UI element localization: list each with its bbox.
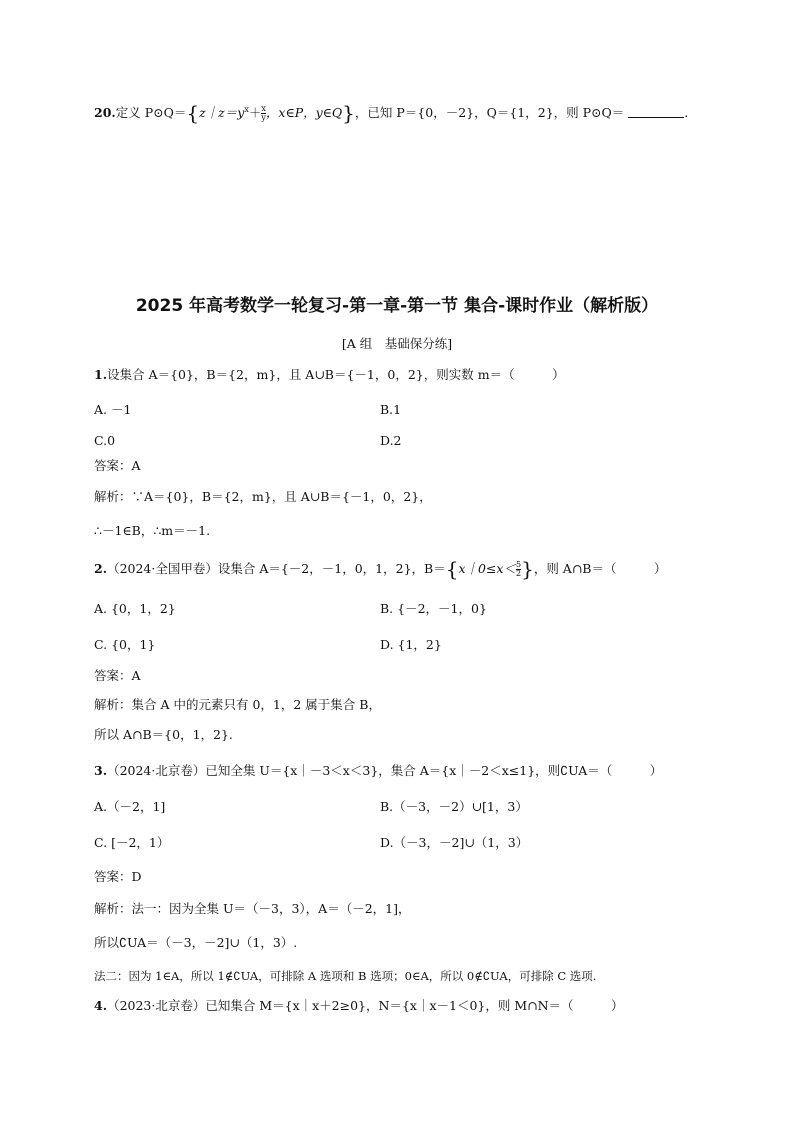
q2-set-inner: x｜0≤x＜ <box>458 561 516 576</box>
q20-plus: ＋ <box>248 105 262 121</box>
right-brace: } <box>521 557 534 581</box>
right-brace: } <box>342 101 355 126</box>
q20-set-b: ，x∈P，y∈Q <box>265 105 343 121</box>
q3-answer: 答案：D <box>94 869 142 884</box>
q1-answer: 答案：A <box>94 458 141 473</box>
q2-analysis-2: 所以 A∩B＝{0，1，2}. <box>94 727 233 742</box>
answer-blank[interactable] <box>628 105 684 118</box>
q3-option-c: C. [－2，1） <box>94 835 170 850</box>
q20-sup: x <box>244 105 249 114</box>
q4-stem: （2023·北京卷）已知集合 M＝{x｜x＋2≥0}，N＝{x｜x－1＜0}，则 M∩N＝（ ） <box>107 998 624 1013</box>
q3-analysis-2: 所以∁UA＝（－3，－2]∪（1，3）. <box>94 935 298 950</box>
question-3 <box>94 762 662 780</box>
q2-option-c: C. {0，1} <box>94 637 156 652</box>
frac-top: 5 <box>515 560 522 569</box>
q2-option-a: A. {0，1，2} <box>94 601 176 616</box>
q2-option-d: D. {1，2} <box>380 637 442 652</box>
question-20 <box>94 101 689 126</box>
q2-stem-b: ，则 A∩B＝（ ） <box>533 561 667 576</box>
left-brace: { <box>186 101 200 126</box>
q3-option-b: B.（－3，－2）∪[1，3） <box>380 799 528 814</box>
q1-stem: 设集合 A＝{0}，B＝{2，m}，且 A∪B＝{－1，0，2}，则实数 m＝（ ） <box>107 367 565 382</box>
q2-option-b: B. {－2，－1，0} <box>380 601 487 616</box>
q3-analysis-1: 解析：法一：因为全集 U＝（－3，3），A＝（－2，1]， <box>94 901 411 916</box>
q2-answer: 答案：A <box>94 668 141 683</box>
q20-text-a: 定义 P⊙Q＝ <box>115 105 187 121</box>
q1-option-b: B.1 <box>380 402 402 417</box>
frac-top: x <box>261 104 266 114</box>
left-brace: { <box>445 557 459 581</box>
question-number: 4. <box>94 998 108 1013</box>
q3-option-d: D.（－3，－2]∪（1，3） <box>380 835 529 850</box>
page-title: 2025 年高考数学一轮复习-第一章-第一节 集合-课时作业（解析版） <box>135 296 659 316</box>
q3-analysis-3: 法二：因为 1∈A，所以 1∉∁UA，可排除 A 选项和 B 选项；0∈A，所以 0∉∁UA，可排除 C 选项. <box>94 969 597 983</box>
q1-option-a: A. －1 <box>94 402 132 417</box>
question-1 <box>94 366 565 384</box>
frac-bot: 2 <box>515 569 522 578</box>
frac-bot: y <box>261 113 266 123</box>
question-4 <box>94 997 624 1015</box>
group-heading: [A 组 基础保分练] <box>341 336 453 351</box>
question-number: 2. <box>94 561 108 576</box>
q1-option-d: D.2 <box>380 433 402 448</box>
question-number: 20. <box>94 105 116 121</box>
q1-option-c: C.0 <box>94 433 116 448</box>
question-number: 3. <box>94 763 108 778</box>
q20-set-a: z｜z＝y <box>199 105 245 121</box>
q2-analysis-1: 解析：集合 A 中的元素只有 0，1，2 属于集合 B， <box>94 697 381 712</box>
q20-text-b: ，已知 P＝{0，－2}，Q＝{1，2}，则 P⊙Q＝ <box>354 105 625 121</box>
q20-end: . <box>684 105 689 121</box>
q2-stem-a: （2024·全国甲卷）设集合 A＝{－2，－1，0，1，2}，B＝ <box>107 561 446 576</box>
q3-stem: （2024·北京卷）已知全集 U＝{x｜－3＜x＜3}，集合 A＝{x｜－2＜x≤1}，则∁UA＝（ ） <box>107 763 663 778</box>
q1-analysis-2: ∴－1∈B，∴m＝－1. <box>94 523 211 538</box>
question-2 <box>94 557 667 581</box>
question-number: 1. <box>94 367 108 382</box>
q1-analysis-1: 解析：∵A＝{0}，B＝{2，m}，且 A∪B＝{－1，0，2}， <box>94 489 432 504</box>
q3-option-a: A.（－2，1] <box>94 799 166 814</box>
